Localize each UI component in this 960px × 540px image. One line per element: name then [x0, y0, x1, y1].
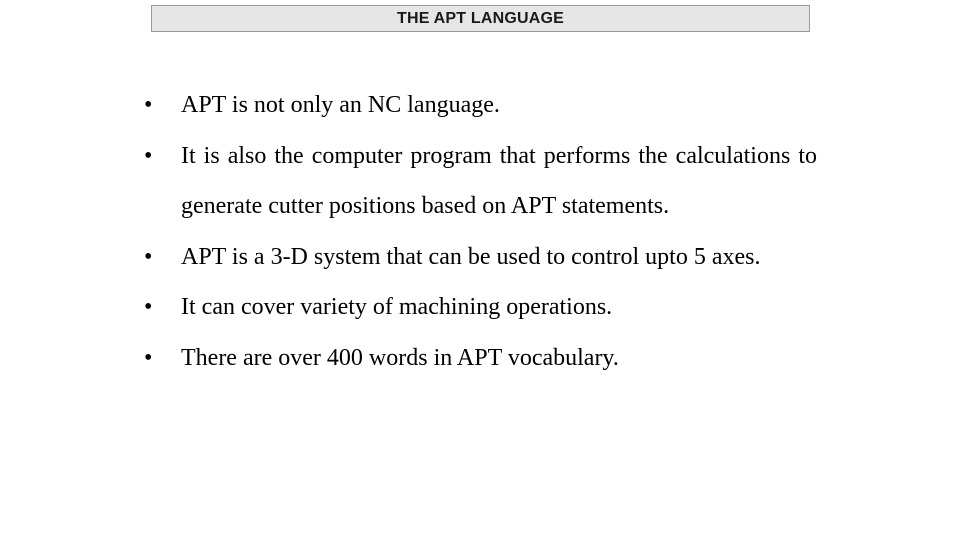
list-item: [141, 131, 817, 232]
list-item: [141, 282, 817, 333]
title-bar: [151, 5, 810, 32]
list-item: [141, 333, 817, 384]
bullet-text: APT is a 3-D system that can be used to control upto 5 axes.: [181, 243, 761, 270]
bullet-text: It is also the computer program that performs the calculations to generate cutter positions based on APT statements.: [181, 142, 817, 219]
bullet-text: It can cover variety of machining operations.: [181, 294, 613, 320]
bullet-icon: •: [144, 142, 153, 169]
bullet-icon: •: [144, 92, 153, 118]
list-item: [141, 232, 817, 283]
list-item: [141, 80, 817, 131]
bullet-text: APT is not only an NC language.: [181, 92, 500, 118]
slide-title: THE APT LANGUAGE: [396, 9, 565, 27]
bullet-icon: •: [144, 294, 153, 320]
bullet-icon: •: [144, 243, 153, 270]
bullet-icon: •: [144, 344, 153, 371]
bullet-list: [141, 80, 817, 383]
bullet-text: There are over 400 words in APT vocabulary.: [181, 344, 619, 371]
